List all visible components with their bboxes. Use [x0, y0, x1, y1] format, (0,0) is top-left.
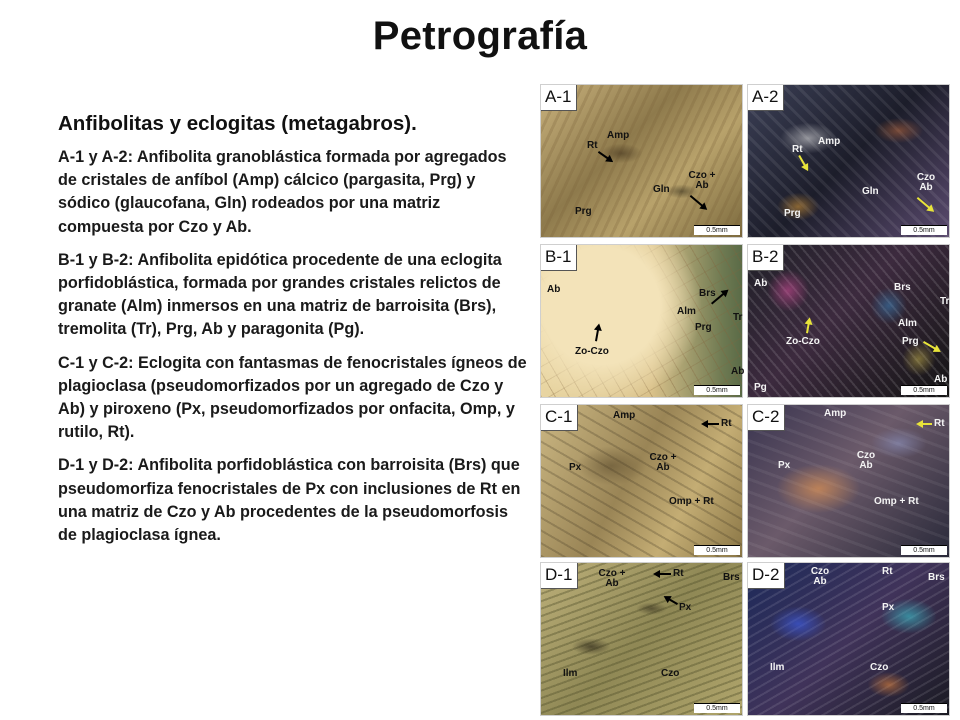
micrograph-b1 — [540, 244, 743, 398]
scale-bar: 0.5mm — [694, 225, 740, 235]
arrow-indicator — [798, 155, 808, 170]
annotation-brs: Brs — [723, 572, 740, 583]
section-subtitle: Anfibolitas y eclogitas (metagabros). — [58, 112, 417, 135]
arrow-indicator — [918, 423, 932, 425]
annotation-czo-ab: Czo + Ab — [688, 170, 716, 191]
scale-bar: 0.5mm — [901, 545, 947, 555]
micrograph-c2 — [747, 404, 950, 558]
panel-label: C-2 — [748, 405, 785, 431]
scale-bar: 0.5mm — [694, 545, 740, 555]
annotation-rt: Rt — [673, 568, 684, 579]
panel-label: B-2 — [748, 245, 784, 271]
scale-bar: 0.5mm — [694, 703, 740, 713]
annotation-px: Px — [778, 460, 791, 471]
paragraph-d: D-1 y D-2: Anfibolita porfidoblástica con barroisita (Brs) que pseudomorfiza fenocristales de Px con inclusiones de Rt en una matriz de Czo y Ab procedentes de la pseudomorfosis de plagioclasa ígnea. — [58, 456, 521, 545]
annotation-tr: Tr — [733, 312, 743, 323]
annotation-px: Px — [679, 602, 692, 613]
micrograph-c1 — [540, 404, 743, 558]
annotation-gln: Gln — [862, 186, 879, 197]
annotation-rt: Rt — [934, 418, 945, 429]
micrograph-grid — [540, 84, 952, 716]
panel-label: C-1 — [541, 405, 578, 431]
scale-bar: 0.5mm — [694, 385, 740, 395]
annotation-prg: Prg — [784, 208, 801, 219]
panel-label: B-1 — [541, 245, 577, 271]
annotation-prg: Prg — [902, 336, 919, 347]
annotation-amp: Amp — [818, 136, 841, 147]
slide-title: Petrografía — [372, 14, 588, 58]
scale-bar: 0.5mm — [901, 385, 947, 395]
arrow-indicator — [595, 325, 600, 341]
arrow-indicator — [923, 341, 940, 352]
annotation-px: Px — [882, 602, 895, 613]
arrow-indicator — [665, 596, 678, 605]
annotation-czo-ab: Czo Ab — [916, 172, 936, 193]
micrograph-a2 — [747, 84, 950, 238]
panel-label: D-1 — [541, 563, 578, 589]
annotation-prg: Prg — [695, 322, 712, 333]
micrograph-d1 — [540, 562, 743, 716]
arrow-indicator — [917, 197, 934, 211]
scale-bar: 0.5mm — [901, 703, 947, 713]
arrow-indicator — [703, 423, 719, 425]
annotation-ilm: Ilm — [770, 662, 785, 673]
annotation-amp: Amp — [607, 130, 630, 141]
annotation-brs: Brs — [699, 288, 716, 299]
annotation-ab: Ab — [731, 366, 745, 377]
micrograph-b2 — [747, 244, 950, 398]
annotation-prg: Prg — [575, 206, 592, 217]
paragraph-b: B-1 y B-2: Anfibolita epidótica procedente de una eclogita porfidoblástica, formada por grandes cristales relictos de granate (Alm) inmersos en una matriz de barroisita (Brs), tremolita (Tr), Prg, Ab y paragonita (Pg). — [58, 250, 502, 339]
micrograph-a1 — [540, 84, 743, 238]
arrow-indicator — [655, 573, 671, 575]
panel-label: A-1 — [541, 85, 577, 111]
arrow-indicator — [690, 195, 707, 209]
annotation-ab: Ab — [754, 278, 768, 289]
annotation-px: Px — [569, 462, 582, 473]
panel-label: A-2 — [748, 85, 784, 111]
annotation-czo: Czo — [870, 662, 889, 673]
text-block — [58, 112, 528, 557]
annotation-alm: Alm — [898, 318, 917, 329]
annotation-brs: Brs — [928, 572, 945, 583]
annotation-gln: Gln — [653, 184, 670, 195]
annotation-zo-czo: Zo-Czo — [575, 346, 609, 357]
annotation-pg: Pg — [754, 382, 767, 393]
annotation-zo-czo: Zo-Czo — [786, 336, 820, 347]
annotation-tr: Tr — [940, 296, 950, 307]
annotation-rt: Rt — [882, 566, 893, 577]
paragraph-a: A-1 y A-2: Anfibolita granoblástica formada por agregados de cristales de anfíbol (Amp) cálcico (pargasita, Prg) y sódico (glaucofana, Gln) rodeados por una matriz compuesta por Czo y Ab. — [58, 148, 507, 236]
annotation-brs: Brs — [894, 282, 911, 293]
arrow-indicator — [806, 319, 810, 333]
annotation-omp-rt: Omp + Rt — [669, 496, 714, 507]
annotation-amp: Amp — [613, 410, 636, 421]
annotation-czo-ab: Czo + Ab — [598, 568, 626, 589]
annotation-rt: Rt — [721, 418, 732, 429]
annotation-czo: Czo — [661, 668, 680, 679]
annotation-ab: Ab — [547, 284, 561, 295]
annotation-amp: Amp — [824, 408, 847, 419]
panel-label: D-2 — [748, 563, 785, 589]
annotation-rt: Rt — [792, 144, 803, 155]
annotation-czo-ab: Czo Ab — [856, 450, 876, 471]
annotation-czo-ab: Czo + Ab — [649, 452, 677, 473]
micrograph-d2 — [747, 562, 950, 716]
annotation-ab: Ab — [934, 374, 948, 385]
annotation-ilm: Ilm — [563, 668, 578, 679]
annotation-rt: Rt — [587, 140, 598, 151]
annotation-omp-rt: Omp + Rt — [874, 496, 919, 507]
paragraph-c: C-1 y C-2: Eclogita con fantasmas de fenocristales ígneos de plagioclasa (pseudomorfizados por un agregado de Czo y Ab) y piroxeno (Px, pseudomorfizados por onfacita, Omp, y rutilo, Rt). — [58, 353, 527, 442]
arrow-indicator — [598, 151, 612, 162]
annotation-czo-ab: Czo Ab — [810, 566, 830, 587]
annotation-alm: Alm — [677, 306, 696, 317]
scale-bar: 0.5mm — [901, 225, 947, 235]
